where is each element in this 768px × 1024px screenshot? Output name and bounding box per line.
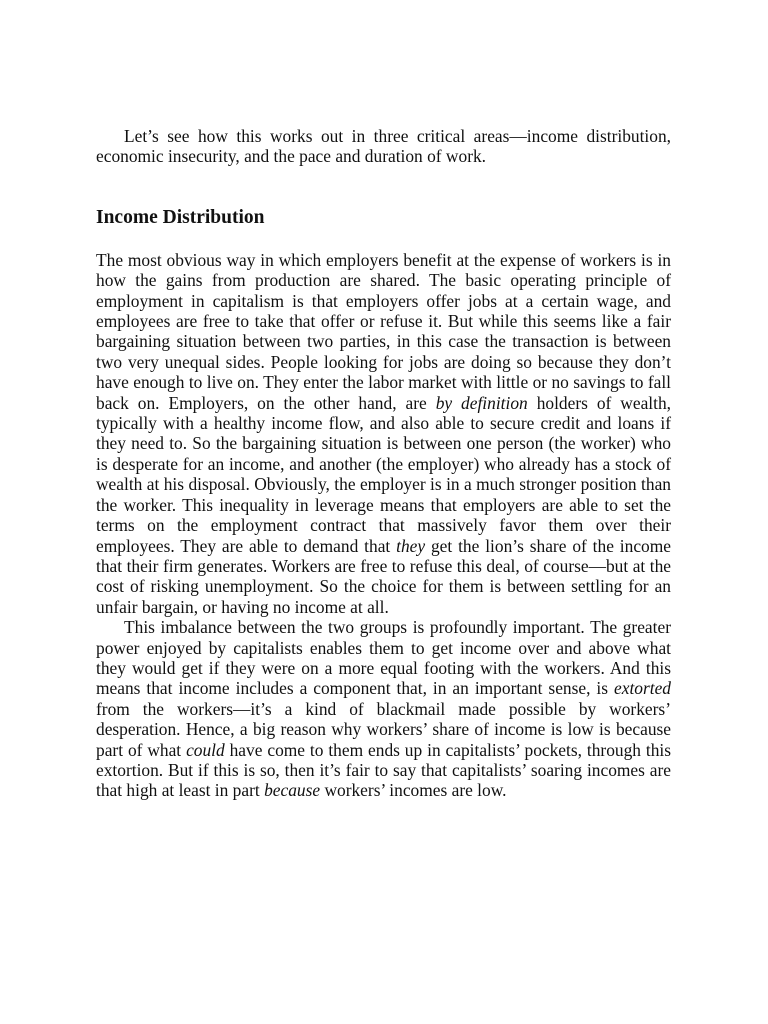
paragraph-text: get the lion’s share of the income that their firm generates. Workers are free to refuse this deal, of course—but at the cost of risking unemployment. So the choice for them is between settling for an unfair bargain, or having no income at all. <box>96 535 671 617</box>
section-heading: Income Distribution <box>96 206 265 228</box>
paragraph-text: workers’ incomes are low. <box>320 780 507 801</box>
emphasis-text: because <box>264 780 321 801</box>
paragraph-text: holders of wealth, typically with a healthy income flow, and also able to secure credit and loans if they need to. So the bargaining situation is between one person (the worker) who is desperate for an income, and another (the employer) who already has a stock of wealth at his disposal. Obviously, the employer is in a much stronger position than the worker. This inequality in leverage means that employers are able to set the terms on the employment contract that massively favor them over their employees. They are able to demand that <box>96 392 671 556</box>
emphasis-text: they <box>396 535 426 556</box>
paragraph-text: The most obvious way in which employers benefit at the expense of workers is in how the gains from production are shared. The basic operating principle of employment in capitalism is that employers offer jobs at a certain wage, and employees are free to take that offer or refuse it. But while this seems like a fair bargaining situation between two parties, in this case the transaction is between two very unequal sides. People looking for jobs are doing so because they don’t have enough to live on. They enter the labor market with little or no savings to fall back on. Employers, on the other hand, are <box>96 249 671 413</box>
paragraph-text: This imbalance between the two groups is profoundly important. The greater power enjoyed by capitalists enables them to get income over and above what they would get if they were on a more equal footing with the workers. And this means that income includes a component that, in an important sense, is <box>96 617 671 699</box>
paragraph-text: from the workers—it’s a kind of blackmail made possible by workers’ desperation. Hence, a big reason why workers’ share of income is low is because part of what <box>96 698 671 760</box>
body-paragraph-1 <box>96 250 671 617</box>
emphasis-text: extorted <box>614 678 671 699</box>
document-page <box>96 126 671 801</box>
intro-paragraph: Let’s see how this works out in three critical areas—income distribution, economic insecurity, and the pace and duration of work. <box>96 126 671 167</box>
body-paragraph-2 <box>96 617 671 801</box>
emphasis-text: by definition <box>435 392 528 413</box>
emphasis-text: could <box>186 739 225 760</box>
paragraph-text: have come to them ends up in capitalists’ pockets, through this extortion. But if this is so, then it’s fair to say that capitalists’ soaring incomes are that high at least in part <box>96 739 672 801</box>
